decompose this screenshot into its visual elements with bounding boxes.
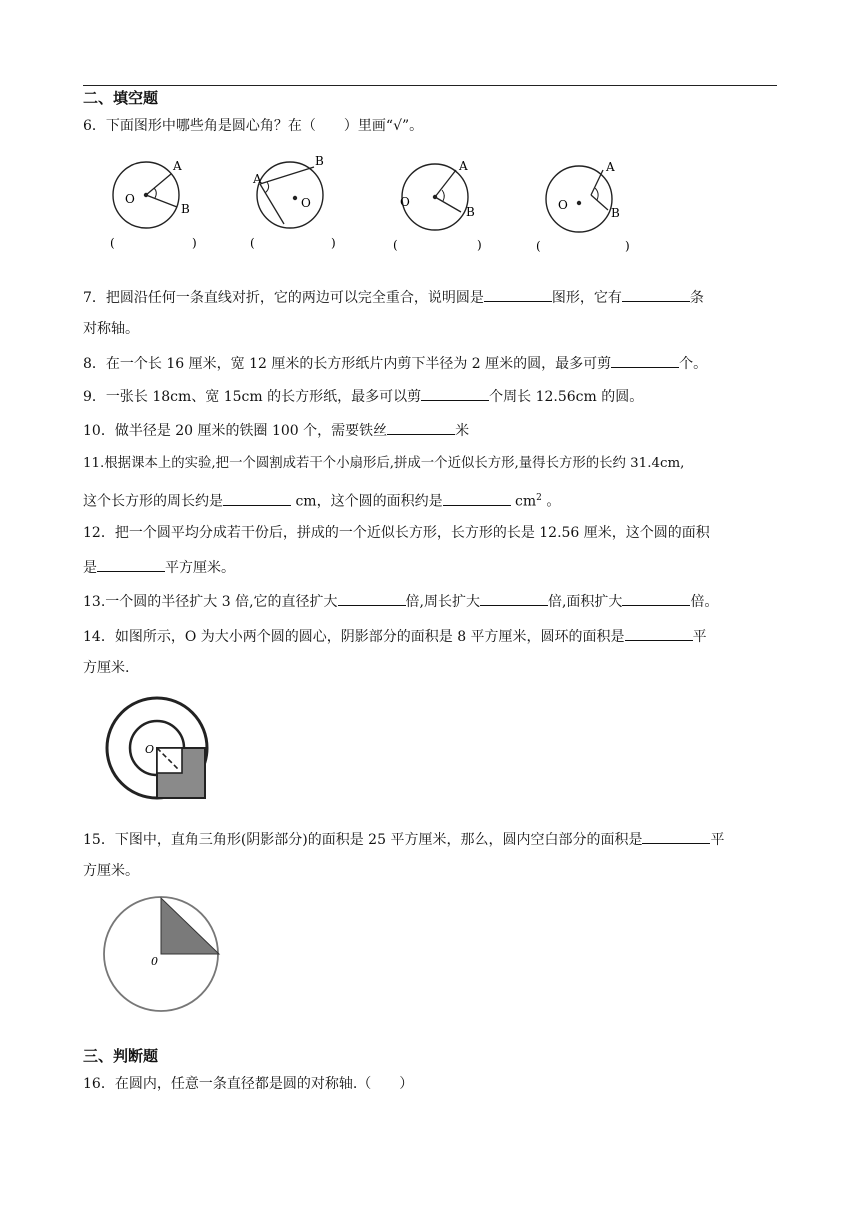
question-7-line-1	[83, 287, 704, 307]
q11-superscript: 2	[536, 493, 542, 503]
q6-fig2-paren-open: (	[250, 236, 255, 250]
question-7-line-2: 对称轴。	[83, 321, 139, 337]
q13-text-d: 倍。	[690, 594, 719, 610]
q6-fig4-paren-close: )	[625, 239, 630, 253]
q12-text-c: 平方厘米。	[165, 560, 235, 576]
q6-fig4-paren-open: (	[536, 239, 541, 253]
q6-fig4-label-o: O	[558, 198, 568, 212]
q6-fig3-paren-close: )	[477, 238, 482, 252]
q6-fig2-label-a: A	[253, 172, 262, 186]
q7-blank-2[interactable]	[622, 287, 690, 302]
q15-figure	[101, 892, 226, 1017]
q6-figure-4	[536, 160, 630, 253]
section-title-true-false: 三、判断题	[83, 1047, 159, 1065]
q10-blank[interactable]	[387, 420, 455, 435]
question-12-line-2	[83, 557, 235, 577]
q7-text-a: 7．把圆沿任何一条直线对折，它的两边可以完全重合，说明圆是	[83, 290, 484, 306]
q6-fig1-label-a: A	[173, 159, 182, 173]
q9-text-a: 9．一张长 18cm、宽 15cm 的长方形纸，最多可以剪	[83, 389, 422, 405]
question-14-line-2: 方厘米.	[83, 660, 130, 676]
section-title-fill-blank: 二、填空题	[83, 89, 159, 107]
q11-text-b: 这个长方形的周长约是	[83, 493, 223, 510]
question-16-text: 16．在圆内，任意一条直径都是圆的对称轴.（ ）	[83, 1076, 414, 1092]
q12-text-b: 是	[83, 560, 97, 576]
q13-text-a: 13.一个圆的半径扩大 3 倍,它的直径扩大	[83, 594, 338, 610]
q13-text-b: 倍,周长扩大	[405, 594, 480, 610]
q6-fig1-label-o: O	[125, 192, 135, 206]
question-15-line-1	[83, 829, 724, 849]
q6-fig2-label-b: B	[315, 154, 324, 168]
q8-text-b: 个。	[679, 356, 708, 372]
q6-figure-1	[110, 159, 197, 250]
q6-fig3-label-a: A	[459, 159, 468, 173]
q14-label-o: O	[145, 743, 155, 756]
question-10-text	[83, 420, 469, 440]
q6-fig3-label-b: B	[466, 205, 475, 219]
q13-blank-1[interactable]	[338, 591, 406, 606]
q11-text-e: 。	[541, 493, 561, 510]
q6-fig2-paren-close: )	[331, 236, 336, 250]
q8-blank[interactable]	[611, 353, 679, 368]
q6-figure-2	[250, 154, 336, 250]
q6-figure-3	[393, 159, 482, 252]
q7-text-c: 条	[689, 290, 704, 306]
q6-fig1-paren-open: (	[110, 236, 115, 250]
q7-text-b: 图形，它有	[551, 290, 622, 306]
q13-blank-2[interactable]	[480, 591, 548, 606]
header-rule	[83, 85, 777, 86]
q14-text-b: 平	[692, 629, 707, 645]
q7-blank-1[interactable]	[484, 287, 552, 302]
q13-text-c: 倍,面积扩大	[547, 594, 623, 610]
q11-blank-1[interactable]	[223, 491, 291, 506]
question-6-text: 6．下面图形中哪些角是圆心角？在（ ）里画“√”。	[83, 118, 424, 134]
question-9-text	[83, 386, 643, 406]
q10-text-a: 10．做半径是 20 厘米的铁圈 100 个，需要铁丝	[83, 423, 388, 439]
q6-fig4-label-b: B	[611, 206, 620, 220]
q14-text-a: 14．如图所示，O 为大小两个圆的圆心，阴影部分的面积是 8 平方厘米，圆环的面积是	[83, 629, 625, 645]
question-11-line-1: 11.根据课本上的实验,把一个圆割成若干个小扇形后,拼成一个近似长方形,量得长方形的长约 31.4cm,	[83, 456, 685, 471]
q9-text-b: 个周长 12.56cm 的圆。	[489, 389, 644, 405]
q15-text-b: 平	[710, 832, 725, 848]
q6-fig1-paren-close: )	[192, 236, 197, 250]
q6-fig3-label-o: O	[400, 195, 410, 209]
q8-text-a: 8．在一个长 16 厘米，宽 12 厘米的长方形纸片内剪下半径为 2 厘米的圆，最多可剪	[83, 356, 612, 372]
q12-blank[interactable]	[97, 557, 165, 572]
q6-fig2-label-o: O	[301, 196, 311, 210]
q6-figures	[95, 150, 655, 260]
q10-text-b: 米	[455, 423, 470, 439]
q13-blank-3[interactable]	[622, 591, 690, 606]
q6-fig1-label-b: B	[181, 202, 190, 216]
q15-blank[interactable]	[642, 829, 710, 844]
q14-figure	[100, 695, 215, 805]
question-8-text	[83, 353, 707, 373]
q6-fig3-paren-open: (	[393, 238, 398, 252]
q9-blank[interactable]	[421, 386, 489, 401]
q11-text-c: cm，这个圆的面积约是	[291, 493, 443, 510]
q15-label-o: 0	[151, 955, 158, 968]
q15-text-a: 15．下图中，直角三角形(阴影部分)的面积是 25 平方厘米，那么，圆内空白部分的面积是	[83, 832, 643, 848]
q14-blank[interactable]	[625, 626, 693, 641]
q11-blank-2[interactable]	[443, 491, 511, 506]
question-15-line-2: 方厘米。	[83, 863, 139, 879]
q11-text-d: cm	[510, 493, 537, 510]
question-12-line-1: 12．把一个圆平均分成若干份后，拼成的一个近似长方形，长方形的长是 12.56 厘米，这个圆的面积	[83, 525, 710, 541]
question-11-line-2	[83, 489, 560, 511]
question-14-line-1	[83, 626, 707, 646]
q6-fig4-label-a: A	[606, 160, 615, 174]
question-13-text	[83, 591, 718, 611]
